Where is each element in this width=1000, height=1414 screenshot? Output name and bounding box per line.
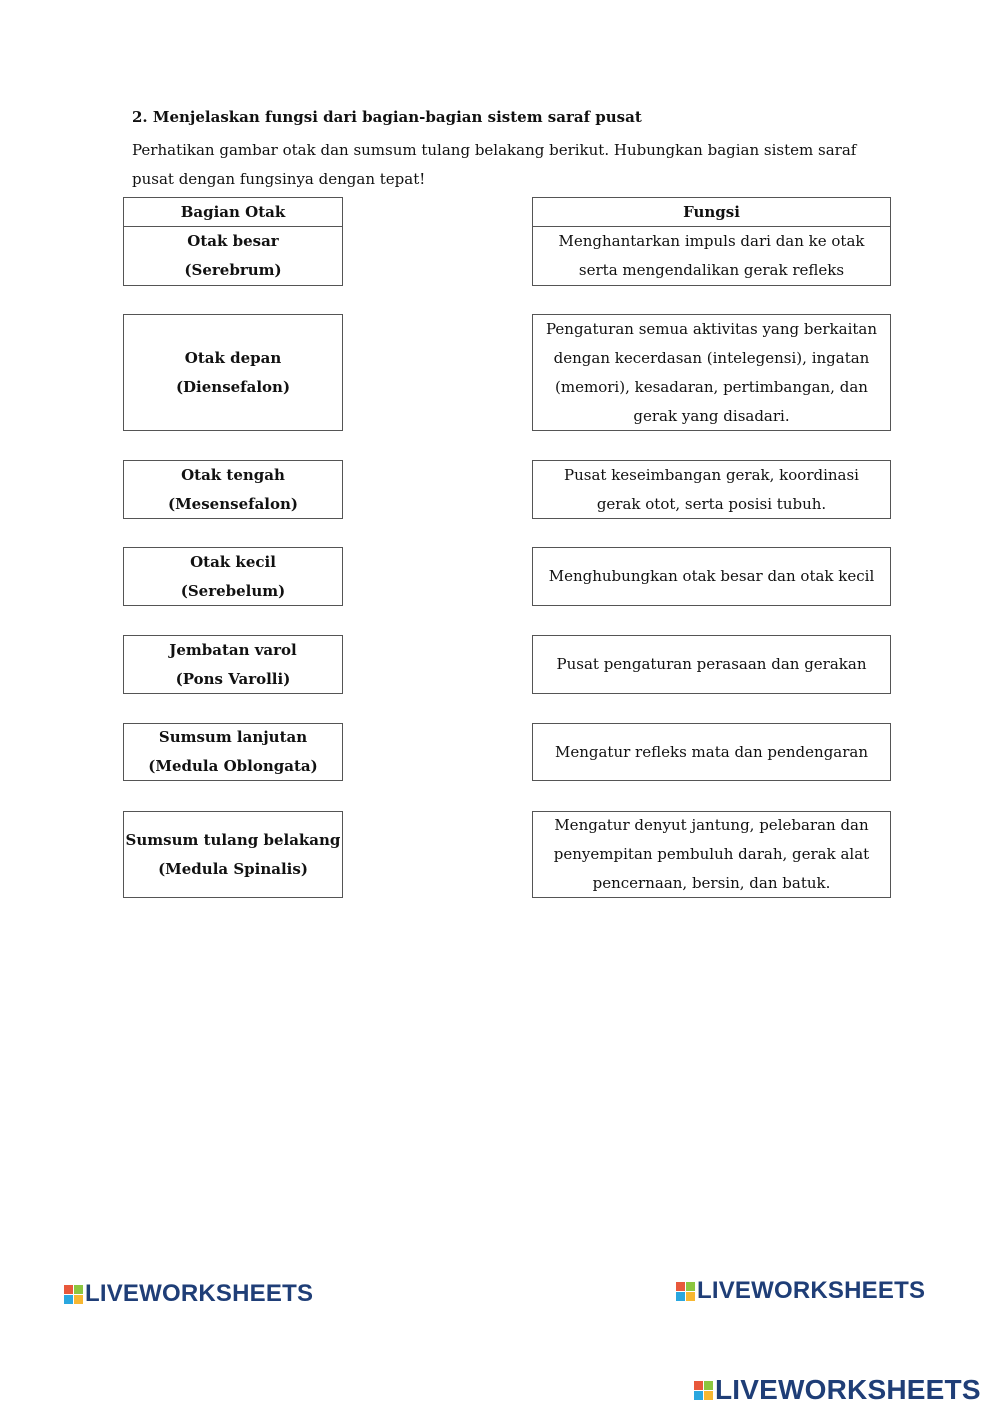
function-text: Mengatur denyut jantung, pelebaran dan penyempitan pembuluh darah, gerak alat pencernaan, bersin, dan batuk. — [553, 816, 870, 892]
function-text: Pengaturan semua aktivitas yang berkaitan dengan kecerdasan (intelegensi), ingatan (memori), kesadaran, pertimbangan, dan gerak yang disadari. — [545, 319, 878, 425]
part-latin: (Serebrum) — [184, 261, 282, 279]
instruction-text: Perhatikan gambar otak dan sumsum tulang belakang berikut. Hubungkan bagian sistem saraf pusat dengan fungsinya dengan tepat! — [132, 141, 857, 188]
function-text: Pusat keseimbangan gerak, koordinasi gerak otot, serta posisi tubuh. — [564, 465, 859, 513]
part-latin: (Mesensefalon) — [167, 494, 298, 513]
part-latin: (Diensefalon) — [175, 377, 291, 396]
part-box-otak-kecil[interactable] — [123, 547, 343, 606]
live-squares-icon — [676, 1282, 695, 1301]
part-latin: (Medula Spinalis) — [158, 859, 308, 878]
part-name: Otak tengah — [181, 465, 285, 484]
part-box-otak-depan[interactable] — [123, 314, 343, 431]
part-box-sumsum-tulang-belakang[interactable] — [123, 811, 343, 898]
part-name: Sumsum lanjutan — [158, 728, 308, 746]
part-name: Otak besar — [187, 232, 279, 250]
brand-label: LIVEWORKSHEETS — [697, 1277, 926, 1304]
parts-header: Bagian Otak — [123, 197, 343, 227]
part-latin: (Pons Varolli) — [175, 669, 291, 688]
live-squares-icon — [694, 1381, 713, 1400]
section-title: 2. Menjelaskan fungsi dari bagian-bagian sistem saraf pusat — [132, 108, 642, 126]
live-squares-icon — [64, 1285, 83, 1304]
part-name: Jembatan varol — [169, 640, 297, 659]
function-box-7[interactable] — [532, 811, 891, 898]
function-text: Mengatur refleks mata dan pendengaran — [554, 742, 869, 761]
part-box-otak-besar[interactable] — [123, 226, 343, 286]
function-box-6[interactable] — [532, 723, 891, 781]
part-name: Otak kecil — [190, 552, 276, 571]
part-box-otak-tengah[interactable] — [123, 460, 343, 519]
part-box-jembatan-varol[interactable] — [123, 635, 343, 694]
liveworksheets-logo — [694, 1374, 981, 1406]
liveworksheets-logo — [676, 1277, 925, 1305]
brand-label: LIVEWORKSHEETS — [715, 1374, 981, 1405]
part-latin: (Medula Oblongata) — [148, 757, 318, 775]
function-box-1[interactable] — [532, 226, 891, 286]
function-text: Menghantarkan impuls dari dan ke otak serta mengendalikan gerak refleks — [558, 232, 865, 279]
part-latin: (Serebelum) — [180, 581, 286, 600]
functions-header: Fungsi — [532, 197, 891, 227]
function-text: Menghubungkan otak besar dan otak kecil — [548, 567, 875, 585]
part-name: Otak depan — [184, 348, 282, 367]
function-box-5[interactable] — [532, 635, 891, 694]
function-box-2[interactable] — [532, 314, 891, 431]
function-box-3[interactable] — [532, 460, 891, 519]
function-text: Pusat pengaturan perasaan dan gerakan — [556, 655, 867, 673]
brand-label: LIVEWORKSHEETS — [85, 1280, 314, 1307]
liveworksheets-logo — [64, 1280, 313, 1308]
function-box-4[interactable] — [532, 547, 891, 606]
part-box-sumsum-lanjutan[interactable] — [123, 723, 343, 781]
part-name: Sumsum tulang belakang — [125, 830, 341, 849]
